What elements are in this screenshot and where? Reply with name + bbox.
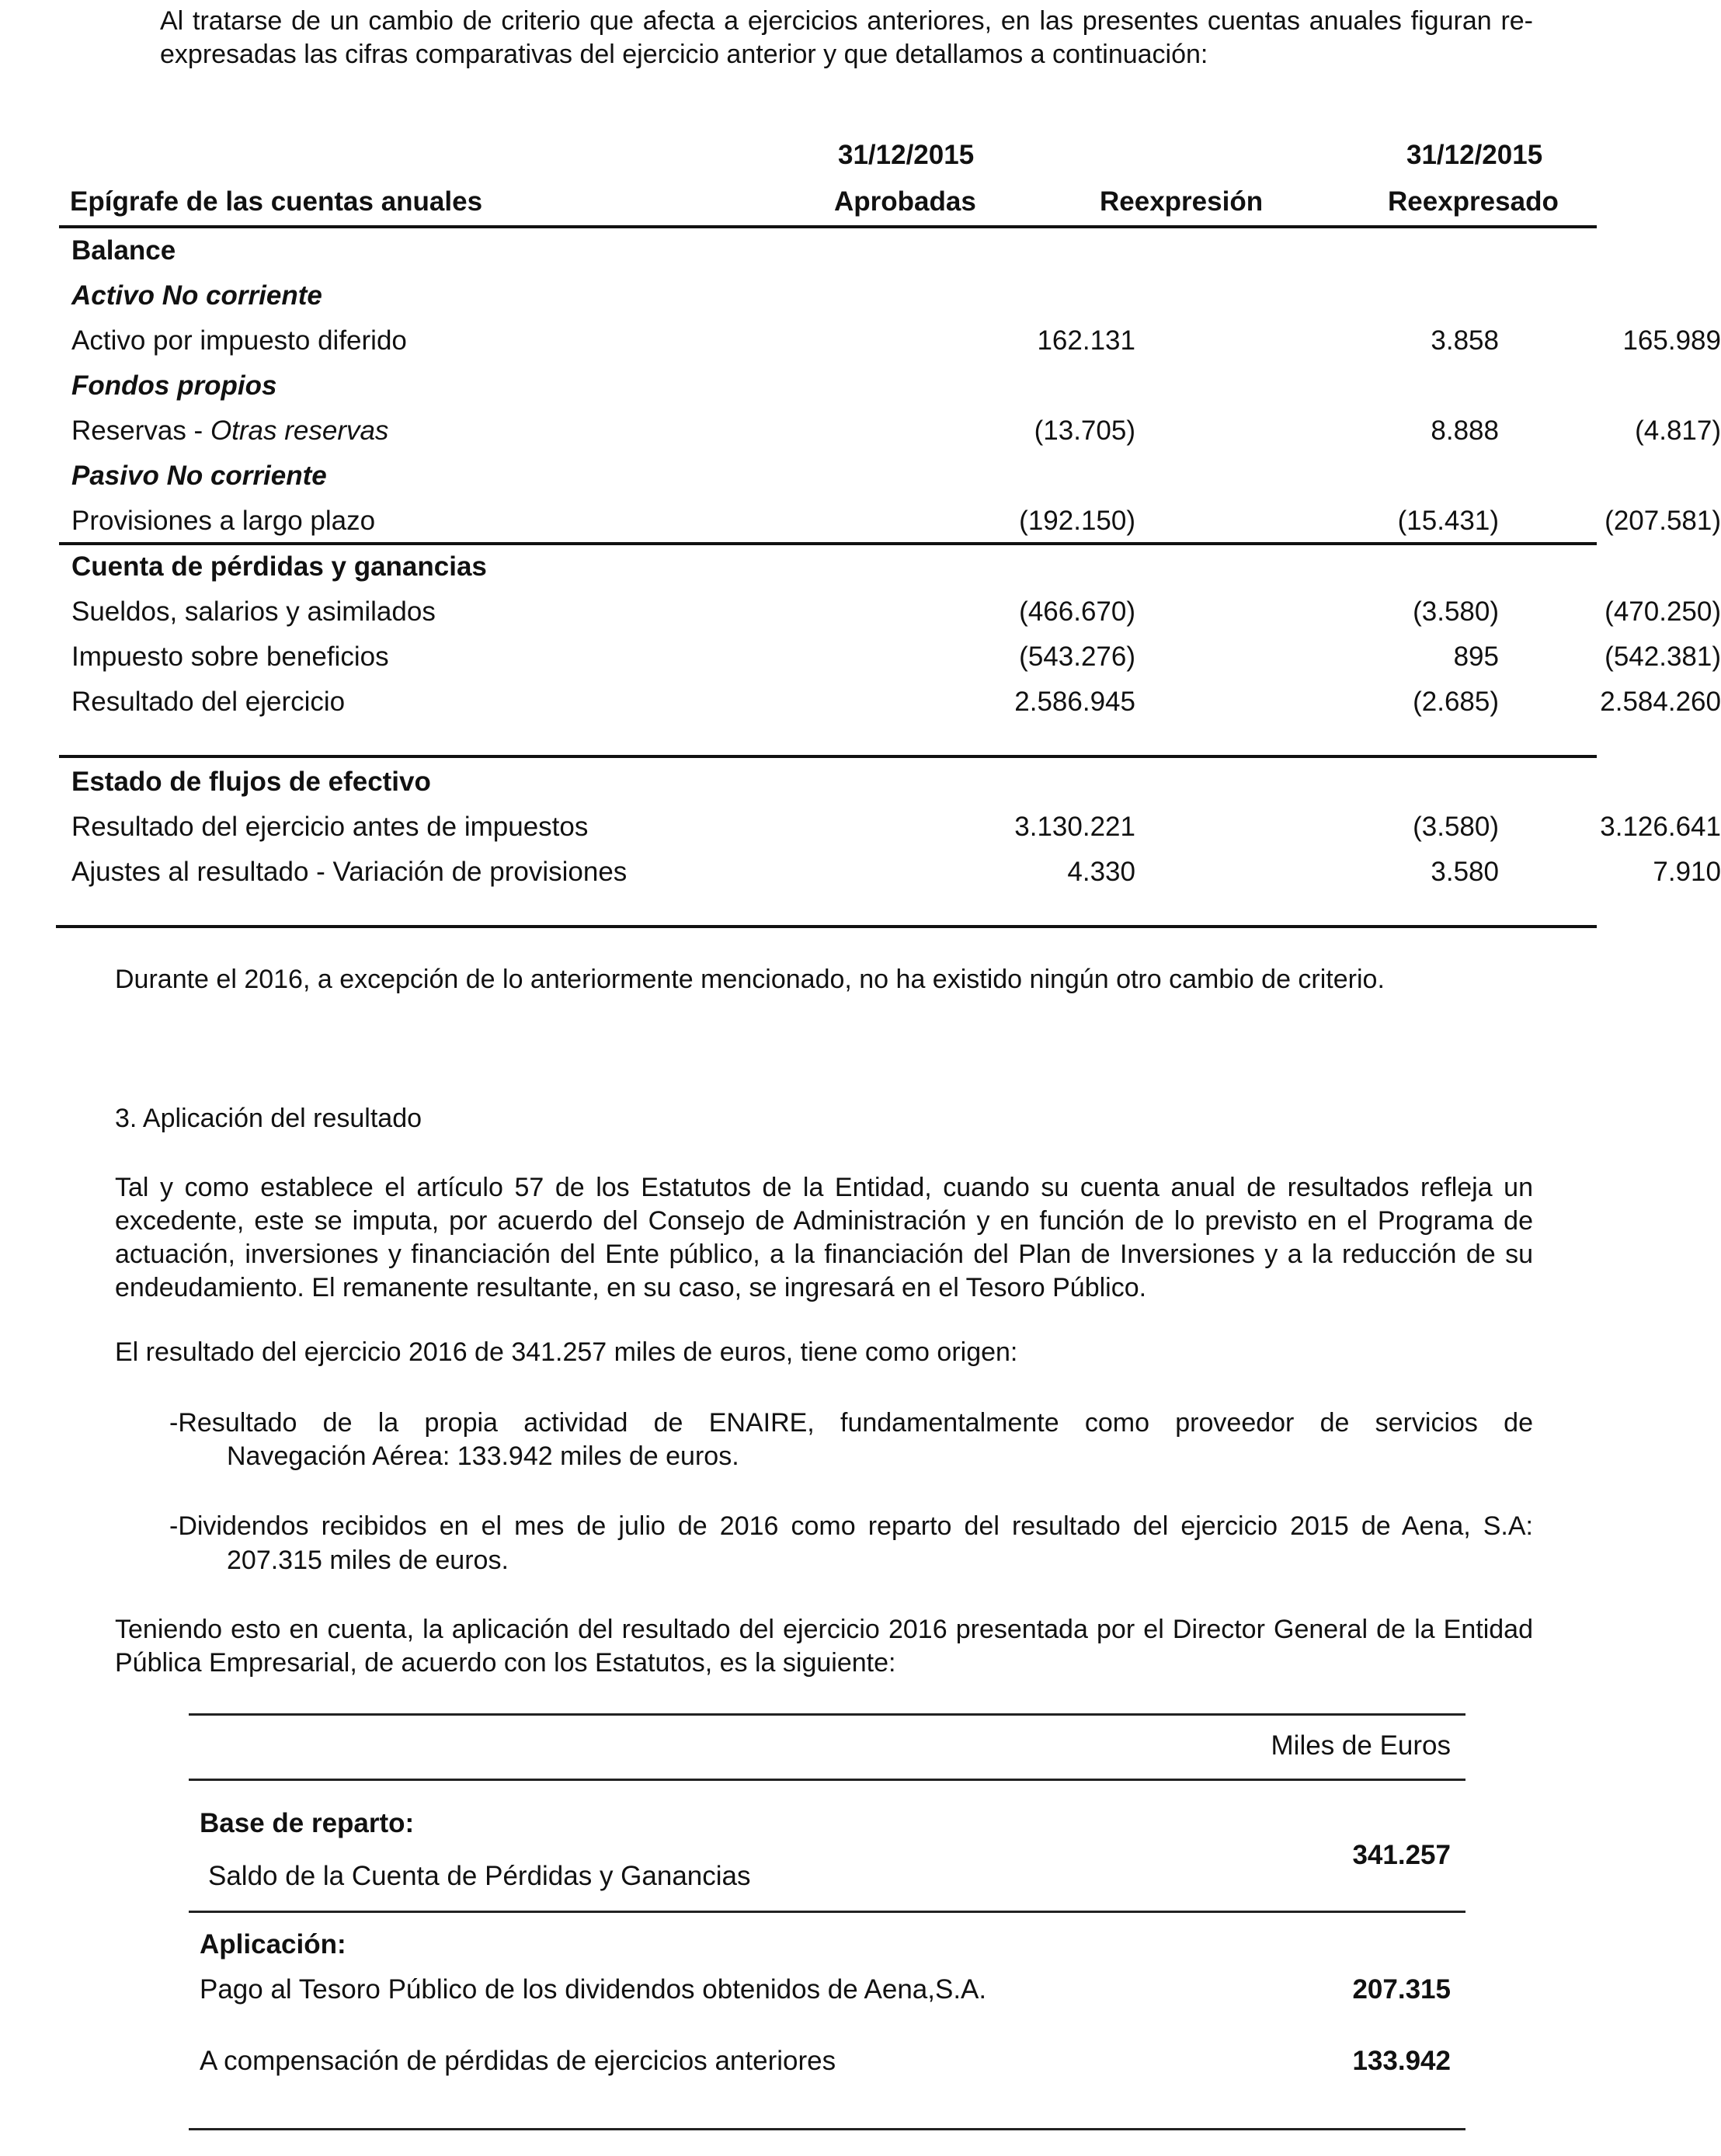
value-reexpresado: (207.581) [1605, 506, 1721, 536]
value-reexpresado: (4.817) [1635, 416, 1721, 446]
value-aprobadas: 4.330 [1067, 857, 1135, 887]
article-57-paragraph: Tal y como establece el artículo 57 de los Estatutos de la Entidad, cuando su cuenta anual de resultados refleja un excedente, este se imputa, por acuerdo del Consejo de Administración y en función de lo previsto en el Programa de actuación, inversiones y financiación del Ente público, a la financiación del Plan de Inversiones y a la reducción de su endeudamiento. El remanente resultante, en su caso, se ingresará en el Tesoro Público. [115, 1173, 1533, 1302]
value-aprobadas: (543.276) [1019, 642, 1135, 672]
row-label: Reservas - Otras reservas [71, 416, 389, 446]
value-reexpresado: (470.250) [1605, 596, 1721, 627]
pago-tesoro-value: 207.315 [1352, 1974, 1451, 2005]
bullet-item-dividendos-cont: 207.315 miles de euros. [227, 1546, 509, 1575]
table2-rule [189, 1911, 1465, 1913]
saldo-label: Saldo de la Cuenta de Pérdidas y Ganancias [208, 1861, 751, 1891]
table-row [59, 850, 1721, 895]
value-reexpresado: 2.584.260 [1600, 687, 1721, 717]
table-bottom-rule [56, 925, 1597, 928]
row-label: Resultado del ejercicio [71, 687, 346, 717]
bullet-item-enaire: -Resultado de la propia actividad de ENAIRE, fundamentalmente como proveedor de servicios de [169, 1408, 1533, 1438]
row-label: Activo por impuesto diferido [71, 325, 407, 356]
value-reexpresion: 3.580 [1431, 857, 1499, 887]
header-col3-date: 31/12/2015 [1406, 140, 1543, 170]
table-header [59, 123, 1597, 228]
unit-header: Miles de Euros [1271, 1730, 1451, 1761]
value-reexpresado: 165.989 [1622, 325, 1721, 356]
value-aprobadas: (13.705) [1034, 416, 1135, 446]
row-label: Ajustes al resultado - Variación de provisiones [71, 857, 628, 887]
no-other-changes-paragraph: Durante el 2016, a excepción de lo anteriormente mencionado, no ha existido ningún otro cambio de criterio. [115, 965, 1385, 994]
value-aprobadas: 2.586.945 [1014, 687, 1135, 717]
table-divider [59, 755, 1597, 758]
subsection-activo-no-corriente: Activo No corriente [71, 280, 322, 311]
value-reexpresion: 3.858 [1431, 325, 1499, 356]
value-reexpresado: 7.910 [1653, 857, 1721, 887]
section-title: 3. Aplicación del resultado [115, 1104, 422, 1133]
header-epigrafe: Epígrafe de las cuentas anuales [70, 186, 483, 217]
row-label: Sueldos, salarios y asimilados [71, 596, 436, 627]
value-reexpresado: (542.381) [1605, 642, 1721, 672]
value-aprobadas: 3.130.221 [1014, 812, 1135, 842]
aplicacion-label: Aplicación: [200, 1929, 346, 1960]
pago-tesoro-label: Pago al Tesoro Público de los dividendos obtenidos de Aena,S.A. [200, 1974, 987, 2005]
subsection-fondos-propios: Fondos propios [71, 370, 277, 401]
table2-top-rule [189, 1713, 1465, 1716]
base-reparto-label: Base de reparto: [200, 1808, 415, 1838]
bullet-item-enaire-cont: Navegación Aérea: 133.942 miles de euros. [227, 1441, 739, 1471]
bullet-item-dividendos: -Dividendos recibidos en el mes de julio de 2016 como reparto del resultado del ejercicio 2015 de Aena, S.A: [169, 1511, 1533, 1541]
table-row [59, 589, 1721, 635]
value-aprobadas: 162.131 [1037, 325, 1135, 356]
header-col1-date: 31/12/2015 [838, 140, 975, 170]
value-reexpresion: (2.685) [1413, 687, 1499, 717]
intro-paragraph: Al tratarse de un cambio de criterio que afecta a ejercicios anteriores, en las presentes cuentas anuales figuran re-expresadas las cifras comparativas del ejercicio anterior y que detallamos a continuación: [160, 6, 1533, 69]
header-col3: Reexpresado [1388, 186, 1559, 217]
section-flujos-efectivo: Estado de flujos de efectivo [71, 767, 431, 797]
header-col2: Reexpresión [1100, 186, 1264, 217]
value-reexpresion: 895 [1453, 642, 1499, 672]
value-reexpresado: 3.126.641 [1600, 812, 1721, 842]
subsection-pasivo-no-corriente: Pasivo No corriente [71, 461, 327, 491]
table-row [59, 499, 1721, 544]
origin-paragraph: El resultado del ejercicio 2016 de 341.257 miles de euros, tiene como origen: [115, 1337, 1018, 1367]
table-row [59, 680, 1721, 725]
table-row [59, 318, 1721, 363]
table-row [59, 635, 1721, 680]
value-aprobadas: (466.670) [1019, 596, 1135, 627]
value-reexpresion: 8.888 [1431, 416, 1499, 446]
value-reexpresion: (3.580) [1413, 812, 1499, 842]
table2-rule [189, 1779, 1465, 1781]
compensacion-label: A compensación de pérdidas de ejercicios anteriores [200, 2046, 836, 2076]
value-reexpresion: (3.580) [1413, 596, 1499, 627]
saldo-value: 341.257 [1352, 1840, 1451, 1870]
row-label: Impuesto sobre beneficios [71, 642, 389, 672]
row-label: Provisiones a largo plazo [71, 506, 376, 536]
section-balance: Balance [71, 235, 176, 266]
section-cuenta-pyg: Cuenta de pérdidas y ganancias [71, 551, 487, 582]
row-label: Resultado del ejercicio antes de impuestos [71, 812, 589, 842]
header-col1: Aprobadas [834, 186, 976, 217]
compensacion-value: 133.942 [1352, 2046, 1451, 2076]
table2-bottom-rule [189, 2128, 1465, 2130]
restatement-table [59, 123, 1597, 228]
table-row [59, 409, 1721, 454]
value-aprobadas: (192.150) [1019, 506, 1135, 536]
application-intro-paragraph: Teniendo esto en cuenta, la aplicación del resultado del ejercicio 2016 presentada por el Director General de la Entidad Pública Empresarial, de acuerdo con los Estatutos, es la siguiente: [115, 1615, 1533, 1678]
value-reexpresion: (15.431) [1397, 506, 1499, 536]
table-row [59, 805, 1721, 850]
